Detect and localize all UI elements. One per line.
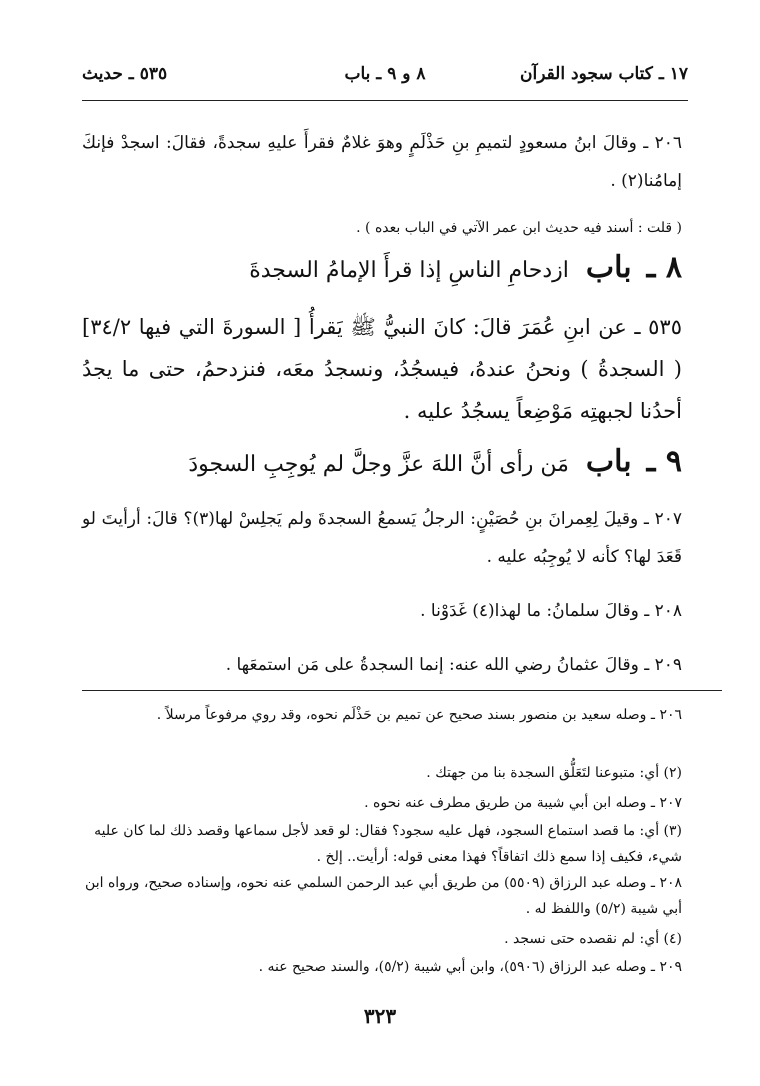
footnote-206 xyxy=(82,702,682,728)
hadith-535 xyxy=(82,306,682,432)
editor-note xyxy=(82,214,682,242)
footnote-2 xyxy=(82,760,682,786)
footnote-3-text: (٣) أي: ما قصد استماع السجود، فهل عليه سجود؟ فقال: لو قعد لأجل سماعها وقصد ذلك لما كان عليه شيء، فكيف إذا سمع ذلك اتفاقاً؟ فهذا معنى قوله: أرأيت.. إلخ . xyxy=(94,823,682,865)
footnote-206-text: ٢٠٦ ـ وصله سعيد بن منصور بسند صحيح عن تميم بن حَذْلَم نحوه، وقد روي مرفوعاً مرسلاً . xyxy=(156,707,682,723)
footnote-209-text: ٢٠٩ ـ وصله عبد الرزاق (٥٩٠٦)، وابن أبي شيبة (٥/٢)، والسند صحيح عنه . xyxy=(258,959,682,975)
chapter-8-number: ٨ ـ xyxy=(646,250,682,285)
chapter-9-word: باب xyxy=(585,444,632,479)
footnote-209 xyxy=(82,954,682,980)
hadith-535-text: ٥٣٥ ـ عن ابنِ عُمَرَ قالَ: كانَ النبيُّ ﷺ يَقرأُ [ السورةَ التي فيها ٣٤/٢] ( السجدةُ ) ونحنُ عندهُ، فيسجُدُ، ونسجدُ معَه، فنزدحمُ، حتى ما يجدُ أحدُنا لجبهتِه مَوْضِعاً يسجُدُ عليه . xyxy=(82,315,682,423)
page-number: ٣٢٣ xyxy=(363,1004,397,1028)
footnote-rule xyxy=(82,690,722,691)
footnote-3 xyxy=(82,818,682,870)
footnote-4-text: (٤) أي: لم نقصده حتى نسجد . xyxy=(504,931,682,947)
hadith-207-text: ٢٠٧ ـ وقيلَ لِعِمرانَ بنِ حُصَيْنٍ: الرجلُ يَسمعُ السجدةَ ولم يَجلِسْ لها(٣)؟ قالَ: أرأيتَ لو قَعَدَ لها؟ كأنه لا يُوجِبُه عليه . xyxy=(82,509,682,567)
hadith-209-text: ٢٠٩ ـ وقالَ عثمانُ رضي الله عنه: إنما السجدةُ على مَن استمعَها . xyxy=(225,655,682,675)
chapter-8-heading xyxy=(82,250,682,285)
footnote-207-text: ٢٠٧ ـ وصله ابن أبي شيبة من طريق مطرف عنه نحوه . xyxy=(364,795,682,811)
running-header xyxy=(82,64,688,94)
chapter-9-number: ٩ ـ xyxy=(646,444,682,479)
chapter-8-title: ازدحامِ الناسِ إذا قرأَ الإمامُ السجدةَ xyxy=(249,258,569,283)
hadith-206-text: ٢٠٦ ـ وقالَ ابنُ مسعودٍ لتميمِ بنِ حَذْلَمٍ وهوَ غلامٌ فقرأَ عليهِ سجدةً، فقالَ: اسجدْ فإنكَ إمامُنا xyxy=(82,133,682,191)
chapter-9-heading xyxy=(82,444,682,479)
editor-note-text: ( قلت : أسند فيه حديث ابن عمر الآتي في الباب بعده ) . xyxy=(356,220,682,236)
footnote-4 xyxy=(82,926,682,952)
footnote-207 xyxy=(82,790,682,816)
hadith-209 xyxy=(82,646,682,684)
hadith-208-text: ٢٠٨ ـ وقالَ سلمانُ: ما لهذا(٤) غَدَوْنا . xyxy=(420,601,682,621)
chapter-8-word: باب xyxy=(585,250,632,285)
header-hadith: ٥٣٥ ـ حديث xyxy=(82,64,168,84)
header-section: ٨ و ٩ ـ باب xyxy=(344,64,426,84)
footnote-208 xyxy=(82,870,682,922)
footnote-208-text: ٢٠٨ ـ وصله عبد الرزاق (٥٥٠٩) من طريق أبي عبد الرحمن السلمي عنه نحوه، وإسناده صحيح، ورواه ابن أبي شيبة (٥/٢) واللفظ له . xyxy=(85,875,682,917)
header-chapter: ١٧ ـ كتاب سجود القرآن xyxy=(520,64,688,84)
hadith-206-note: (٢) . xyxy=(610,171,644,191)
footnote-2-text: (٢) أي: متبوعنا لتَعَلُّق السجدة بنا من جهتك . xyxy=(426,765,682,781)
chapter-9-title: مَن رأى أنَّ اللهَ عزَّ وجلَّ لم يُوجِبِ السجودَ xyxy=(188,452,569,477)
hadith-207 xyxy=(82,500,682,576)
hadith-206 xyxy=(82,124,682,200)
hadith-208 xyxy=(82,592,682,630)
header-rule xyxy=(82,100,688,101)
